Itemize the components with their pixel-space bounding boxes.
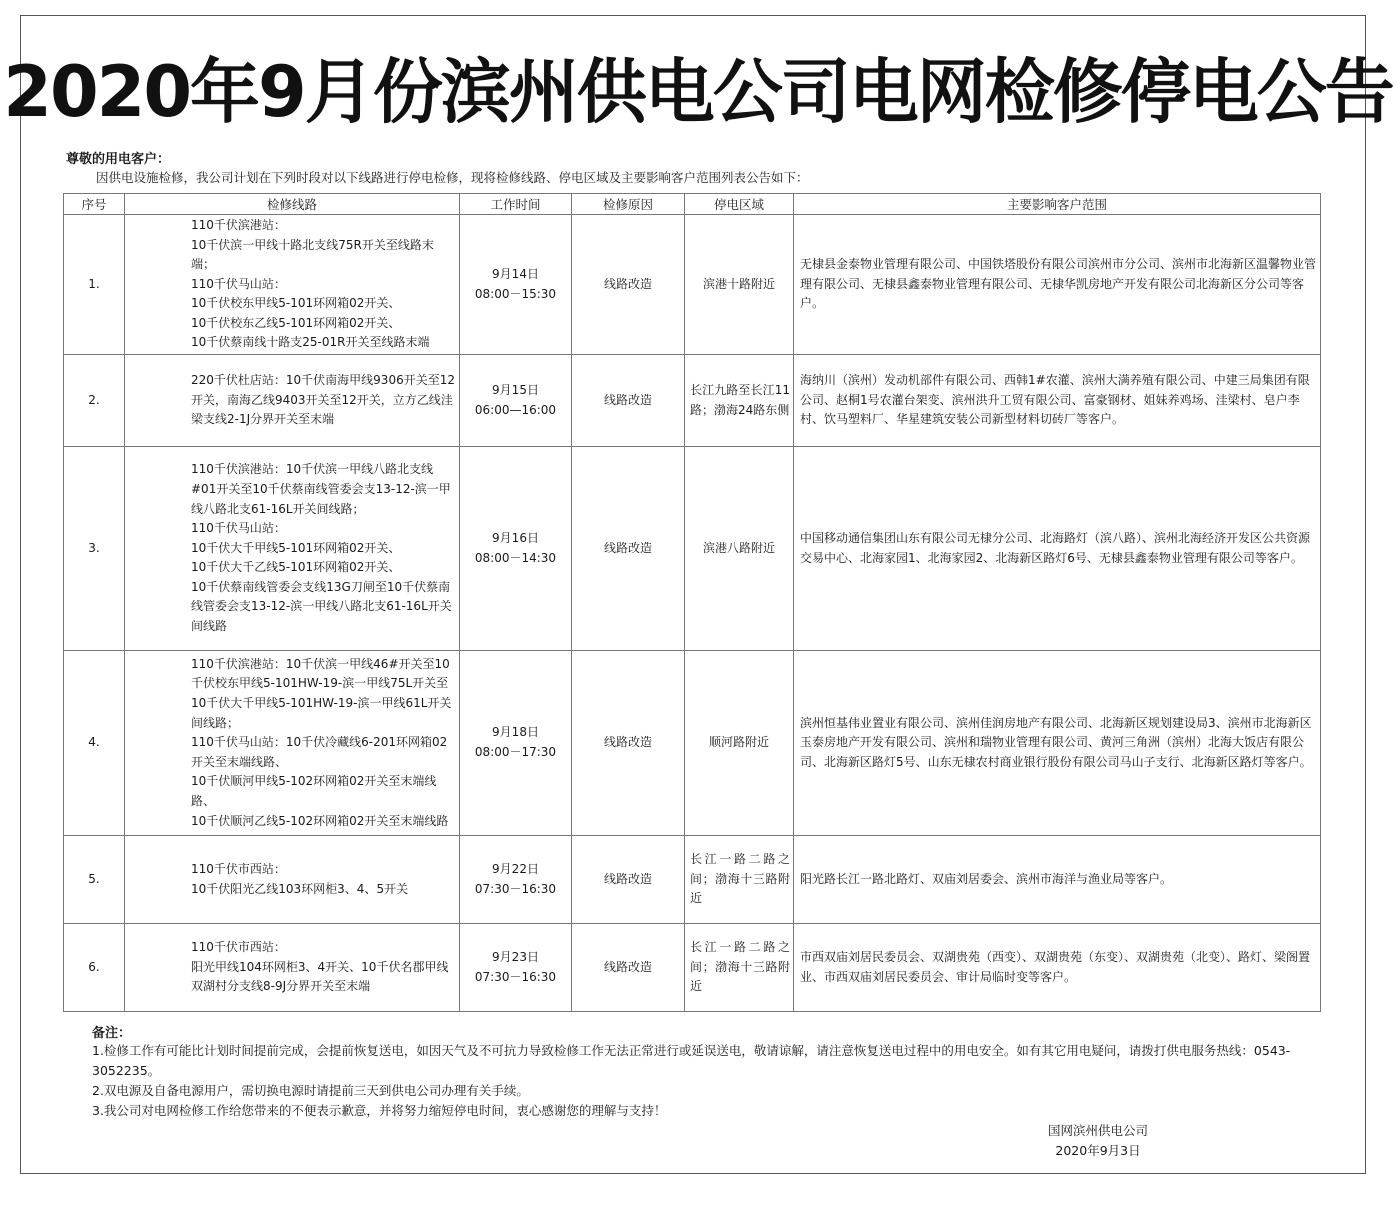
row-reason: 线路改造 (572, 215, 685, 355)
row-no: 6. (64, 924, 125, 1012)
row-no: 5. (64, 836, 125, 924)
outage-table (63, 193, 1321, 1012)
row-reason: 线路改造 (572, 651, 685, 836)
row-lines: 110千伏滨港站： 10千伏滨一甲线十路北支线75R开关至线路末端； 110千伏马山站： 10千伏校东甲线5-101环网箱02开关、 10千伏校东乙线5-101环网箱02开关、 10千伏蔡南线十路支25-01R开关至线路末端 (125, 215, 460, 355)
row-time: 9月16日 08:00－14:30 (460, 447, 572, 651)
row-customers: 滨州恒基伟业置业有限公司、滨州佳润房地产有限公司、北海新区规划建设局3、滨州市北海新区玉泰房地产开发有限公司、滨州和瑞物业管理有限公司、黄河三角洲（滨州）北海大饭店有限公司、北海新区路灯5号、山东无棣农村商业银行股份有限公司马山子支行、北海新区路灯等客户。 (794, 651, 1321, 836)
row-area: 滨港八路附近 (685, 447, 794, 651)
row-customers: 阳光路长江一路北路灯、双庙刘居委会、滨州市海洋与渔业局等客户。 (794, 836, 1321, 924)
row-time: 9月23日 07:30－16:30 (460, 924, 572, 1012)
table-row (64, 924, 1321, 1012)
row-area: 长江一路二路之间；渤海十三路附近 (685, 924, 794, 1012)
row-area: 顺河路附近 (685, 651, 794, 836)
header-lines: 检修线路 (125, 194, 460, 215)
header-reason: 检修原因 (572, 194, 685, 215)
row-time: 9月14日 08:00－15:30 (460, 215, 572, 355)
header-time: 工作时间 (460, 194, 572, 215)
row-time: 9月15日 06:00—16:00 (460, 355, 572, 447)
row-reason: 线路改造 (572, 924, 685, 1012)
row-reason: 线路改造 (572, 836, 685, 924)
signature-block (1040, 1121, 1156, 1161)
row-lines: 220千伏杜店站：10千伏南海甲线9306开关至12开关，南海乙线9403开关至12开关，立方乙线洼梁支线2-1J分界开关至末端 (125, 355, 460, 447)
row-reason: 线路改造 (572, 355, 685, 447)
greeting: 尊敬的用电客户： (66, 152, 171, 167)
table-row (64, 215, 1321, 355)
remarks-title: 备注： (92, 1026, 132, 1041)
row-no: 1. (64, 215, 125, 355)
row-customers: 无棣县金泰物业管理有限公司、中国铁塔股份有限公司滨州市分公司、滨州市北海新区温馨物业管理有限公司、无棣县鑫泰物业管理有限公司、无棣华凯房地产开发有限公司北海新区分公司等客户。 (794, 215, 1321, 355)
intro-text: 因供电设施检修，我公司计划在下列时段对以下线路进行停电检修，现将检修线路、停电区域及主要影响客户范围列表公告如下： (96, 170, 809, 185)
header-area: 停电区域 (685, 194, 794, 215)
remark-item-2: 2.双电源及自备电源用户，需切换电源时请提前三天到供电公司办理有关手续。 (92, 1083, 529, 1098)
remark-item-3: 3.我公司对电网检修工作给您带来的不便表示歉意，并将努力缩短停电时间，衷心感谢您的理解与支持！ (92, 1103, 667, 1118)
table-row (64, 836, 1321, 924)
remark-item-1: 1.检修工作有可能比计划时间提前完成，会提前恢复送电，如因天气及不可抗力导致检修工作无法正常进行或延误送电，敬请谅解，请注意恢复送电过程中的用电安全。如有其它用电疑问，请拨打供电服务热线：0543-3052235。 (92, 1043, 1291, 1078)
row-time: 9月22日 07:30－16:30 (460, 836, 572, 924)
row-customers: 中国移动通信集团山东有限公司无棣分公司、北海路灯（滨八路）、滨州北海经济开发区公共资源交易中心、北海家园1、北海家园2、北海新区路灯6号、无棣县鑫泰物业管理有限公司等客户。 (794, 447, 1321, 651)
table-row (64, 447, 1321, 651)
row-lines: 110千伏滨港站：10千伏滨一甲线46#开关至10千伏校东甲线5-101HW-19-滨一甲线75L开关至10千伏大千甲线5-101HW-19-滨一甲线61L开关间线路； 110千伏马山站：10千伏冷藏线6-201环网箱02开关至末端线路、 10千伏顺河甲线5-102环网箱02开关至末端线路、 10千伏顺河乙线5-102环网箱02开关至末端线路 (125, 651, 460, 836)
row-no: 2. (64, 355, 125, 447)
row-lines: 110千伏滨港站：10千伏滨一甲线八路北支线#01开关至10千伏蔡南线管委会支13-12-滨一甲线八路北支61-16L开关间线路； 110千伏马山站： 10千伏大千甲线5-101环网箱02开关、 10千伏大千乙线5-101环网箱02开关、 10千伏蔡南线管委会支线13G刀闸至10千伏蔡南线管委会支13-12-滨一甲线八路北支61-16L开关间线路 (125, 447, 460, 651)
row-no: 3. (64, 447, 125, 651)
table-row (64, 651, 1321, 836)
row-customers: 市西双庙刘居民委员会、双湖贵苑（西变）、双湖贵苑（东变）、双湖贵苑（北变）、路灯、梁阁置业、市西双庙刘居民委员会、审计局临时变等客户。 (794, 924, 1321, 1012)
row-time: 9月18日 08:00－17:30 (460, 651, 572, 836)
table-header-row (64, 194, 1321, 215)
row-lines: 110千伏市西站： 10千伏阳光乙线103环网柜3、4、5开关 (125, 836, 460, 924)
header-no: 序号 (64, 194, 125, 215)
row-lines: 110千伏市西站： 阳光甲线104环网柜3、4开关、10千伏名郡甲线双湖村分支线8-9J分界开关至末端 (125, 924, 460, 1012)
signature-company: 国网滨州供电公司 (1047, 1123, 1148, 1138)
notice-title: 2020年9月份滨州供电公司电网检修停电公告 (3, 51, 1393, 133)
row-area: 滨港十路附近 (685, 215, 794, 355)
table-row (64, 355, 1321, 447)
signature-date: 2020年9月3日 (1055, 1143, 1141, 1158)
row-customers: 海纳川（滨州）发动机部件有限公司、西韩1#农灌、滨州大满养殖有限公司、中建三局集团有限公司、赵桐1号农灌台架变、滨州洪升工贸有限公司、富豪钢材、姐妹养鸡场、洼梁村、皂户李村、饮马塑料厂、华星建筑安装公司新型材料切砖厂等客户。 (794, 355, 1321, 447)
row-no: 4. (64, 651, 125, 836)
row-area: 长江一路二路之间；渤海十三路附近 (685, 836, 794, 924)
header-customers: 主要影响客户范围 (794, 194, 1321, 215)
row-area: 长江九路至长江11路；渤海24路东侧 (685, 355, 794, 447)
row-reason: 线路改造 (572, 447, 685, 651)
